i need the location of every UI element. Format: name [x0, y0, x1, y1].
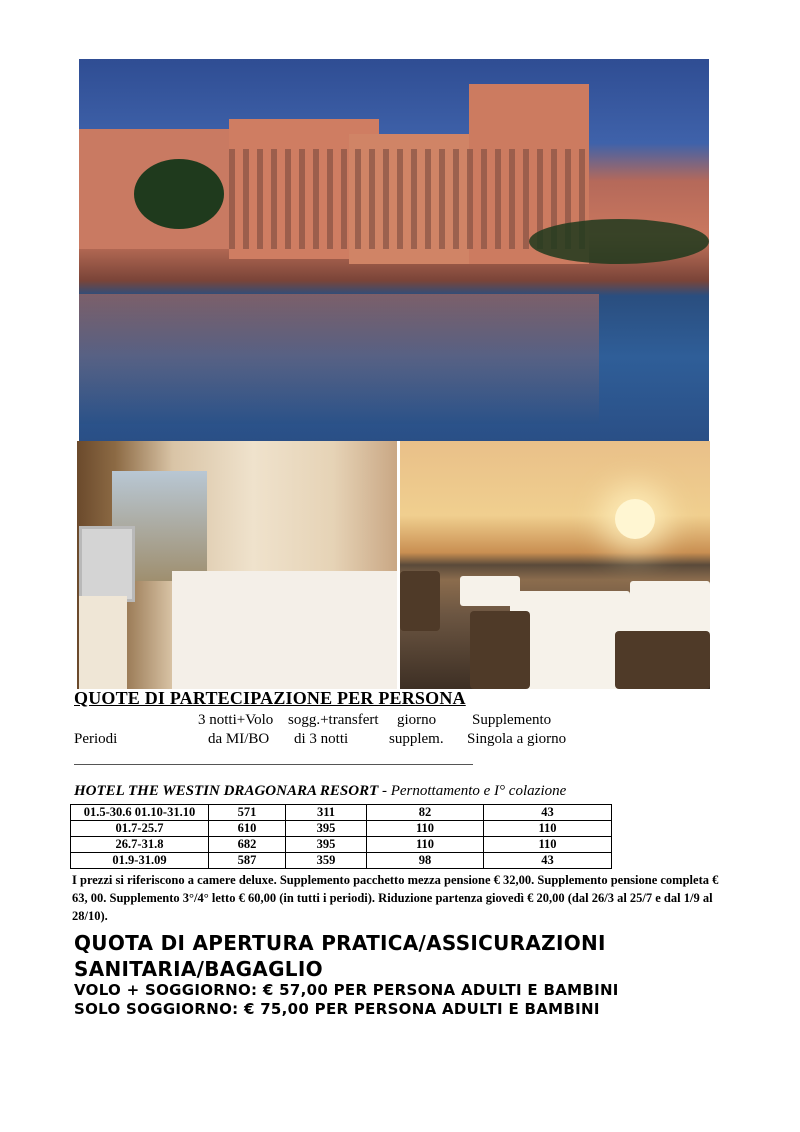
- price-note: I prezzi si riferiscono a camere deluxe. Supplemento pacchetto mezza pensione € 32,00. Supplemento pensione completa € 63, 00. Supplemento 3°/4° letto € 60,00 (in tutti i periodi). Riduzione partenza giovedì € 20,00 (dal 26/3 al 25/7 e dal 1/9 al 28/10).: [72, 873, 719, 923]
- television: [79, 526, 135, 602]
- price-cell: 98: [367, 853, 484, 869]
- col-header-single-line2: Singola a giorno: [467, 731, 567, 747]
- price-cell: 571: [209, 805, 286, 821]
- table-row: [71, 837, 612, 853]
- table-row: [71, 805, 612, 821]
- table-row: [71, 821, 612, 837]
- divider-line: [74, 764, 473, 765]
- col-header-stay-line1: sogg.+transfert: [288, 712, 379, 728]
- period-cell: 26.7-31.8: [71, 837, 209, 853]
- fees-title: [74, 930, 606, 982]
- hotel-line: [74, 783, 566, 800]
- price-cell: 682: [209, 837, 286, 853]
- fees-title-line2: SANITARIA/BAGAGLIO: [74, 957, 323, 981]
- fee-stay-only: SOLO SOGGIORNO: € 75,00 PER PERSONA ADULTI E BAMBINI: [74, 1000, 600, 1018]
- price-table-body: [71, 805, 612, 869]
- period-cell: 01.5-30.6 01.10-31.10: [71, 805, 209, 821]
- period-cell: 01.7-25.7: [71, 821, 209, 837]
- col-header-stay-line2: di 3 notti: [294, 731, 349, 747]
- hotel-exterior-photo: [79, 59, 709, 441]
- palm-tree: [134, 159, 224, 229]
- col-header-single-line1: Supplemento: [472, 712, 552, 728]
- hotel-name: HOTEL THE WESTIN DRAGONARA RESORT: [74, 783, 379, 799]
- fees-title-line1: QUOTA DI APERTURA PRATICA/ASSICURAZIONI: [74, 931, 606, 955]
- col-header-flight-line2: da MI/BO: [208, 731, 270, 747]
- price-cell: 43: [484, 853, 612, 869]
- chair: [615, 631, 710, 689]
- chair: [470, 611, 530, 689]
- bed: [172, 571, 397, 689]
- price-cell: 43: [484, 805, 612, 821]
- price-cell: 110: [367, 821, 484, 837]
- col-header-flight-line1: 3 notti+Volo: [198, 712, 274, 728]
- cabinet: [79, 596, 127, 689]
- period-cell: 01.9-31.09: [71, 853, 209, 869]
- price-cell: 395: [286, 837, 367, 853]
- fee-flight-stay: VOLO + SOGGIORNO: € 57,00 PER PERSONA ADULTI E BAMBINI: [74, 981, 619, 999]
- hotel-treatment: - Pernottamento e I° colazione: [378, 783, 567, 799]
- table-row: [71, 853, 612, 869]
- restaurant-sunset-photo: [400, 441, 710, 689]
- price-cell: 395: [286, 821, 367, 837]
- trees-right: [529, 219, 709, 264]
- col-header-periods: Periodi: [74, 731, 118, 747]
- col-header-day-line1: giorno: [397, 712, 437, 728]
- section-heading: QUOTE DI PARTECIPAZIONE PER PERSONA: [74, 688, 466, 708]
- pool-reflection: [79, 294, 599, 424]
- price-cell: 311: [286, 805, 367, 821]
- sun: [615, 499, 655, 539]
- price-cell: 587: [209, 853, 286, 869]
- hotel-room-photo: [77, 441, 397, 689]
- price-cell: 82: [367, 805, 484, 821]
- price-cell: 110: [484, 821, 612, 837]
- price-cell: 610: [209, 821, 286, 837]
- col-header-day-line2: supplem.: [389, 731, 444, 747]
- price-cell: 110: [484, 837, 612, 853]
- chair: [400, 571, 440, 631]
- price-cell: 110: [367, 837, 484, 853]
- price-cell: 359: [286, 853, 367, 869]
- price-table: [70, 804, 612, 869]
